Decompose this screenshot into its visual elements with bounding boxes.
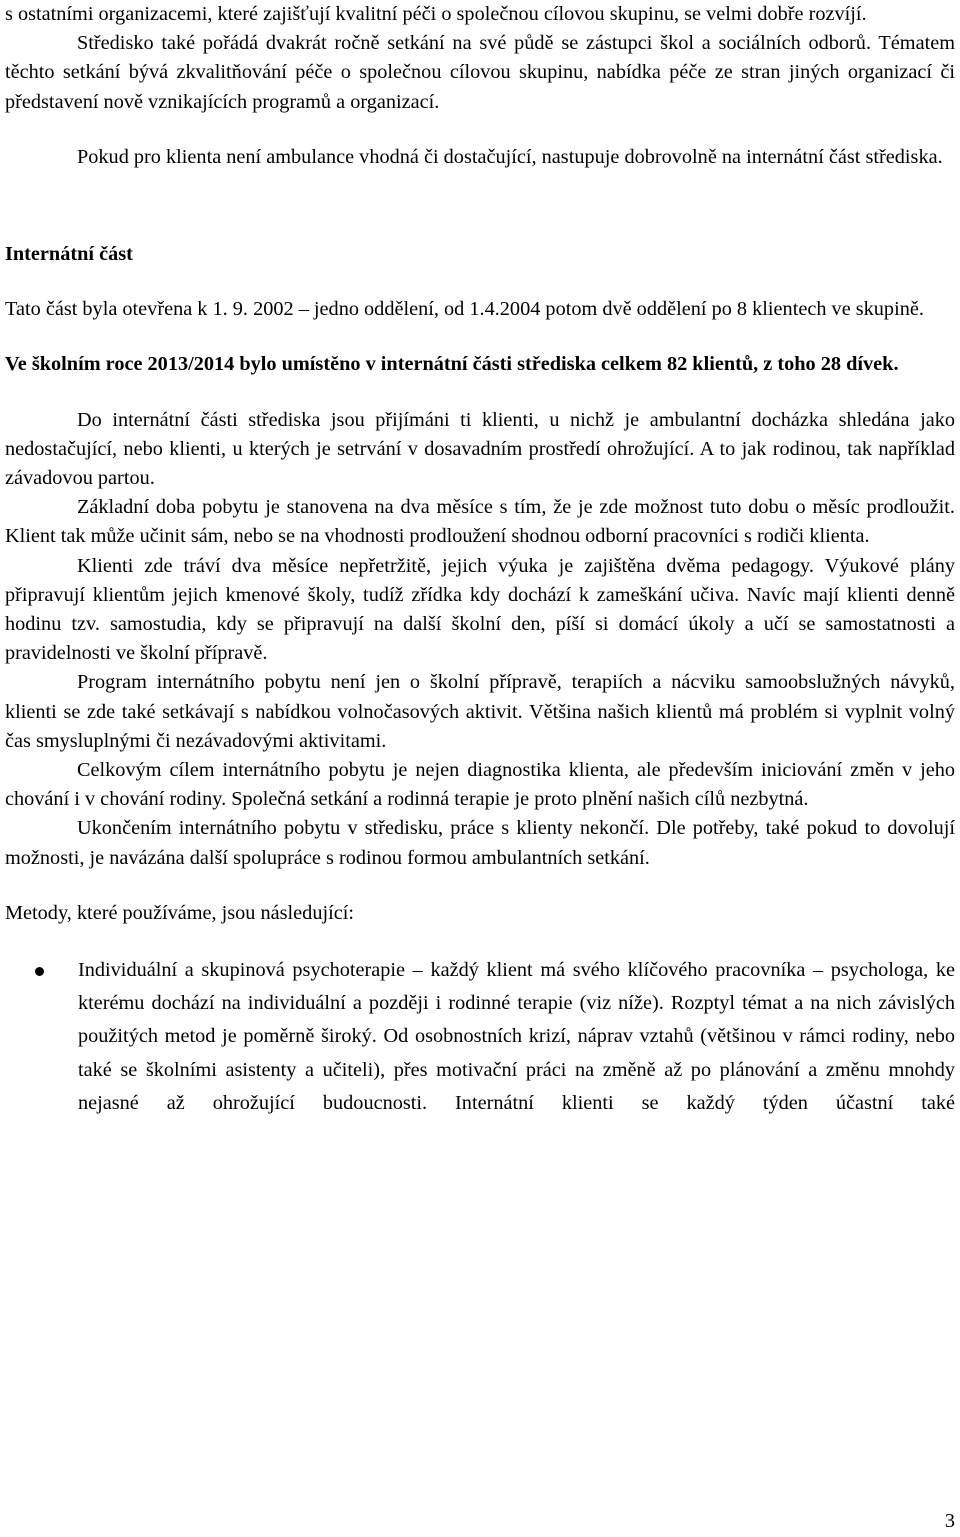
bullet-icon bbox=[35, 967, 44, 976]
methods-intro: Metody, které používáme, jsou následující: bbox=[5, 901, 355, 924]
paragraph-goal: Celkovým cílem internátního pobytu je nejen diagnostika klienta, ale především iniciování změn v jeho chování i v chování rodiny. Společná setkání a rodinná terapie je proto plnění našich cílů nezbytná. bbox=[5, 759, 955, 811]
paragraph-follow-up: Ukončením internátního pobytu v středisku, práce s klienty nekončí. Dle potřeby, také pokud to dovolují možnosti, je navázána další spolupráce s rodinou formou ambulantních setkání. bbox=[5, 817, 955, 869]
paragraph-intro: s ostatními organizacemi, které zajišťují kvalitní péči o společnou cílovou skupinu, se velmi dobře rozvíjí. bbox=[5, 3, 867, 25]
paragraph-program: Program internátního pobytu není jen o školní přípravě, terapiích a nácviku samoobslužných návyků, klienti se zde také setkávají s nabídkou volnočasových aktivit. Většina našich klientů má problém si vyplnit volný čas smysluplnými či nezávadovými aktivitami. bbox=[5, 671, 955, 752]
paragraph-admission: Do internátní části střediska jsou přijímáni ti klienti, u nichž je ambulantní docházka shledána jako nedostačující, nebo klienti, u kterých je setrvání v dosavadním prostředí ohrožující. A to jak rodinou, tak například závadovou partou. bbox=[5, 408, 955, 490]
statistics-statement: Ve školním roce 2013/2014 bylo umístěno v internátní části střediska celkem 82 klientů, z toho 28 dívek. bbox=[5, 353, 899, 376]
paragraph-duration: Základní doba pobytu je stanovena na dva měsíce s tím, že je zde možnost tuto dobu o měsíc prodloužit. Klient tak může učinit sám, nebo se na vhodnosti prodloužení shodnou odborní pracovníci s rodiči klienta. bbox=[5, 496, 955, 548]
document-page bbox=[5, 0, 955, 1120]
list-item-text: Individuální a skupinová psychoterapie – každý klient má svého klíčového pracovníka – psychologa, ke kterému dochází na individuální a později i rodinné terapie (viz níže). Rozptyl témat a na nich závislých použitých metod je poměrně široký. Od osobnostních krizí, náprav vztahů (většinou v rámci rodiny, nebo také se školními asistenty a učiteli), přes motivační práci na změně až po plánování a změnu mnohdy nejasné až ohrožující budoucnosti. Internátní klienti se každý týden účastní také bbox=[78, 959, 955, 1114]
methods-list bbox=[5, 954, 955, 1120]
paragraph-education: Klienti zde tráví dva měsíce nepřetržitě, jejich výuka je zajištěna dvěma pedagogy. Výukové plány připravují klientům jejich kmenové školy, tudíž zřídka kdy dochází k zameškání učiva. Navíc mají klienti denně hodinu tzv. samostudia, kdy se připravují na další školní den, píší si domácí úkoly a učí se samostatnosti a pravidelnosti ve školní přípravě. bbox=[5, 554, 955, 665]
paragraph-meetings: Středisko také pořádá dvakrát ročně setkání na své půdě se zástupci škol a sociálních odborů. Tématem těchto setkání bývá zkvalitňování péče o společnou cílovou skupinu, nabídka péče ze stran jiných organizací či představení nově vznikajících programů a organizací. bbox=[5, 32, 955, 113]
page-number: 3 bbox=[944, 1510, 955, 1532]
section-heading: Internátní část bbox=[5, 243, 133, 266]
paragraph-opening: Tato část byla otevřena k 1. 9. 2002 – jedno oddělení, od 1.4.2004 potom dvě oddělení po 8 klientech ve skupině. bbox=[5, 298, 924, 321]
list-item bbox=[5, 954, 955, 1120]
paragraph-transition: Pokud pro klienta není ambulance vhodná či dostačující, nastupuje dobrovolně na internátní část střediska. bbox=[77, 145, 943, 168]
